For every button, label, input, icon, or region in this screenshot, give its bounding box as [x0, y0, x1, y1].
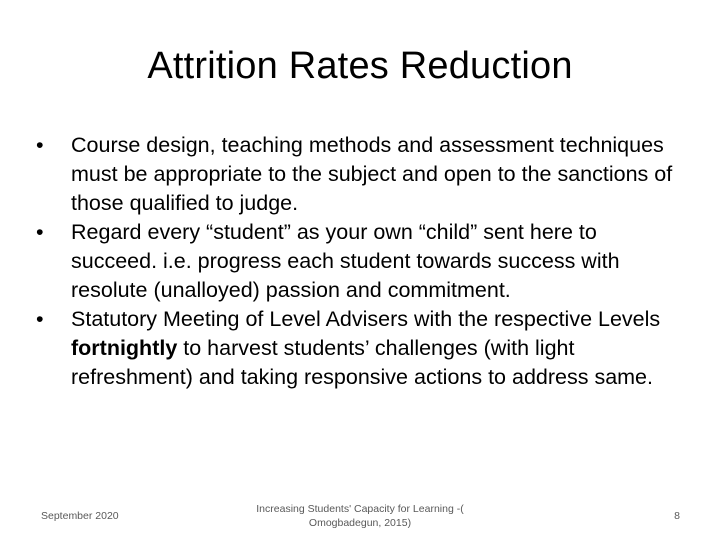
bullet-text-continued: to harvest students’ challenges (with light refreshment) and taking responsive actions to address same. [71, 336, 653, 389]
page-number: 8 [674, 510, 680, 522]
bullet-marker: • [36, 220, 44, 244]
slide-title: Attrition Rates Reduction [147, 45, 573, 87]
bullet-item [36, 218, 686, 305]
footer-citation-line1: Increasing Students' Capacity for Learning -( [256, 503, 464, 515]
bullet-marker: • [36, 133, 44, 157]
bullet-text: Statutory Meeting of Level Advisers with the respective Levels [71, 307, 661, 331]
bullet-emphasis: fortnightly [71, 336, 178, 360]
footer-date: September 2020 [41, 510, 119, 522]
footer-citation [240, 502, 480, 530]
bullet-item [36, 131, 686, 218]
footer-citation-line2: Omogbadegun, 2015) [308, 517, 412, 529]
bullet-text: Regard every “student” as your own “child” sent here to succeed. i.e. progress each student towards success with resolute (unalloyed) passion and commitment. [71, 220, 620, 302]
bullet-list [36, 131, 686, 392]
bullet-text: Course design, teaching methods and assessment techniques must be appropriate to the subject and open to the sanctions of those qualified to judge. [71, 133, 673, 215]
bullet-marker: • [36, 307, 44, 331]
bullet-item [36, 305, 686, 392]
